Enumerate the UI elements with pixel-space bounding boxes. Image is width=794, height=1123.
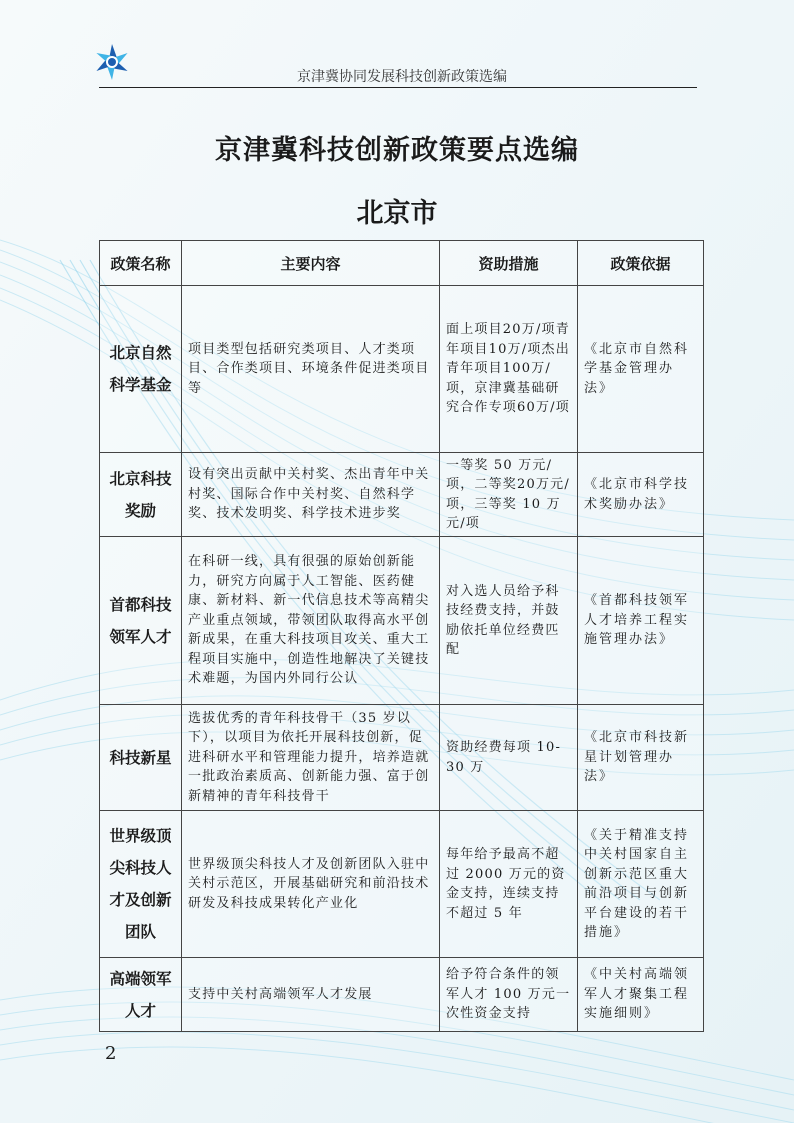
policy-name-cell: 高端领军人才 (100, 958, 182, 1032)
policy-name-cell: 科技新星 (100, 705, 182, 811)
policy-basis-cell: 《北京市自然科学基金管理办法》 (578, 286, 704, 453)
column-header-funding-measures: 资助措施 (440, 241, 578, 286)
page-number: 2 (105, 1043, 117, 1064)
funding-cell: 给予符合条件的领军人才 100 万元一次性资金支持 (440, 958, 578, 1032)
policy-name-cell: 首都科技领军人才 (100, 537, 182, 705)
policy-table (99, 240, 704, 1032)
policy-name-cell: 北京科技奖励 (100, 453, 182, 537)
policy-basis-cell: 《首都科技领军人才培养工程实施管理办法》 (578, 537, 704, 705)
header-divider (99, 87, 697, 88)
table-row (100, 286, 704, 453)
column-header-main-content: 主要内容 (182, 241, 440, 286)
main-content-cell: 在科研一线，具有很强的原始创新能力，研究方向属于人工智能、医药健康、新材料、新一代信息技术等高精尖产业重点领域，带领团队取得高水平创新成果，在重大科技项目攻关、重大工程项目实施中，创造性地解决了关键技术难题，为国内外同行公认 (182, 537, 440, 705)
policy-name-cell: 北京自然科学基金 (100, 286, 182, 453)
funding-cell: 面上项目20万/项青年项目10万/项杰出青年项目100万/项，京津冀基础研究合作专项60万/项 (440, 286, 578, 453)
funding-cell: 每年给予最高不超过 2000 万元的资金支持，连续支持不超过 5 年 (440, 811, 578, 958)
main-content-cell: 设有突出贡献中关村奖、杰出青年中关村奖、国际合作中关村奖、自然科学奖、技术发明奖、科学技术进步奖 (182, 453, 440, 537)
policy-basis-cell: 《中关村高端领军人才聚集工程实施细则》 (578, 958, 704, 1032)
policy-basis-cell: 《北京市科技新星计划管理办法》 (578, 705, 704, 811)
main-content-cell: 选拔优秀的青年科技骨干（35 岁以下），以项目为依托开展科技创新，促进科研水平和管理能力提升，培养造就一批政治素质高、创新能力强、富于创新精神的青年科技骨干 (182, 705, 440, 811)
table-row (100, 705, 704, 811)
main-content-cell: 项目类型包括研究类项目、人才类项目、合作类项目、环境条件促进类项目等 (182, 286, 440, 453)
funding-cell: 一等奖 50 万元/项，二等奖20万元/项，三等奖 10 万元/项 (440, 453, 578, 537)
running-header-title: 京津冀协同发展科技创新政策选编 (297, 69, 507, 85)
policy-basis-cell: 《关于精准支持中关村国家自主创新示范区重大前沿项目与创新平台建设的若干措施》 (578, 811, 704, 958)
main-content-cell: 世界级顶尖科技人才及创新团队入驻中关村示范区，开展基础研究和前沿技术研发及科技成果转化产业化 (182, 811, 440, 958)
table-row (100, 453, 704, 537)
column-header-policy-name: 政策名称 (100, 241, 182, 286)
table-header-row (100, 241, 704, 286)
page-title: 京津冀科技创新政策要点选编 (215, 135, 579, 166)
policy-name-cell: 世界级顶尖科技人才及创新团队 (100, 811, 182, 958)
main-content-cell: 支持中关村高端领军人才发展 (182, 958, 440, 1032)
funding-cell: 对入选人员给予科技经费支持，并鼓励依托单位经费匹配 (440, 537, 578, 705)
table-row (100, 537, 704, 705)
funding-cell: 资助经费每项 10-30 万 (440, 705, 578, 811)
section-title: 北京市 (356, 198, 438, 229)
policy-basis-cell: 《北京市科学技术奖励办法》 (578, 453, 704, 537)
table-row (100, 958, 704, 1032)
table-row (100, 811, 704, 958)
column-header-policy-basis: 政策依据 (578, 241, 704, 286)
